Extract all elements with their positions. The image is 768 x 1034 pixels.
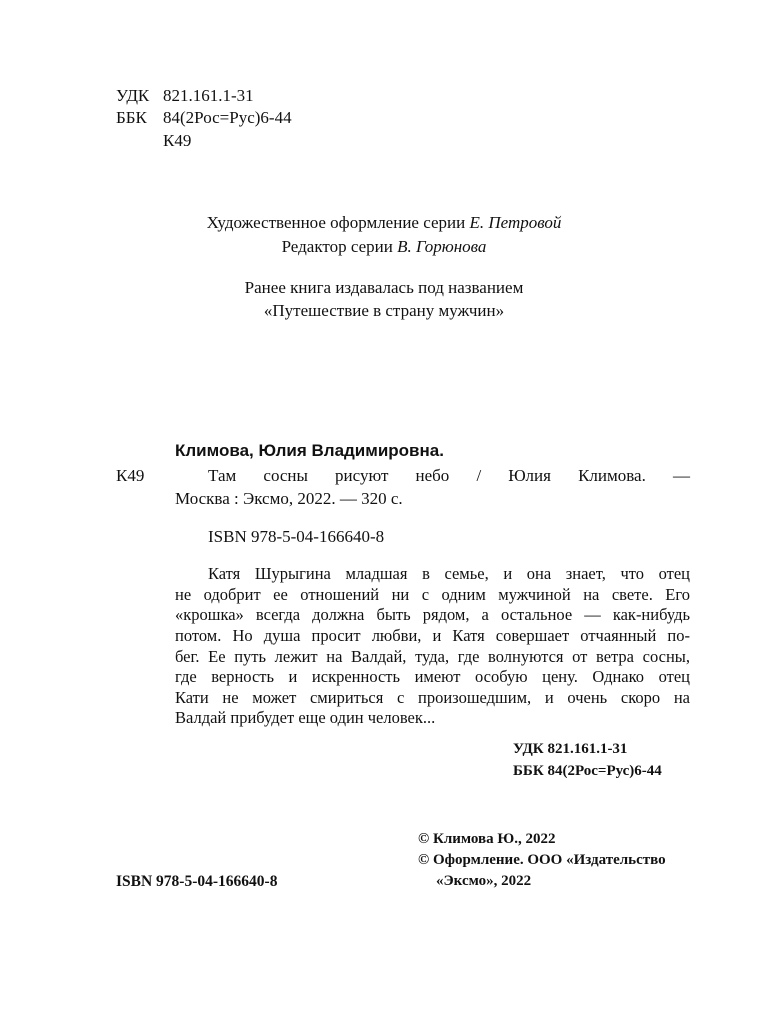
previous-title: «Путешествие в страну мужчин» [263, 301, 505, 320]
isbn-bottom: ISBN 978-5-04-166640-8 [116, 873, 278, 890]
series-editor-role: Редактор серии [281, 237, 393, 256]
annotation-line: Валдай прибудет еще один человек... [175, 708, 436, 727]
series-design-name: Е. Петровой [469, 213, 562, 232]
bbk-value: 84(2Рос=Рус)6-44 [163, 108, 292, 127]
bbk-bottom: ББК 84(2Рос=Рус)6-44 [513, 763, 662, 779]
series-editor-name: В. Горюнова [397, 237, 487, 256]
udk-label: УДК [116, 86, 150, 105]
udk-value: 821.161.1-31 [163, 86, 254, 105]
annotation-line: где верность и искренность имеют особую цену. Однако отец [175, 667, 690, 686]
annotation-line: не одобрит ее отношений ни с одним мужчиной на свете. Его [175, 585, 690, 604]
annotation-line: «крошка» всегда должна быть рядом, а остальное — как-нибудь [175, 605, 690, 624]
annotation-line: бег. Ее путь лежит на Валдай, туда, где волнуются от ветра сосны, [175, 647, 690, 666]
record-imprint-line: Москва : Эксмо, 2022. — 320 с. [175, 489, 403, 508]
author-sign: К49 [163, 131, 192, 150]
series-editor-credit [0, 237, 768, 257]
record-author: Климова, Юлия Владимировна. [175, 441, 444, 460]
series-design-credit [0, 213, 768, 233]
previous-title-intro: Ранее книга издавалась под названием [244, 278, 524, 297]
bbk-label: ББК [116, 108, 147, 127]
udk-bottom: УДК 821.161.1-31 [513, 741, 628, 757]
copyright-author: © Климова Ю., 2022 [418, 831, 556, 847]
annotation-line: потом. Но душа просит любви, и Катя совершает отчаянный по- [175, 626, 690, 645]
series-design-role: Художественное оформление серии [206, 213, 466, 232]
copyright-design-cont: «Эксмо», 2022 [436, 873, 532, 889]
copyright-design: © Оформление. ООО «Издательство [418, 852, 666, 868]
annotation-line: Катя Шурыгина младшая в семье, и она знает, что отец [208, 564, 690, 583]
record-title-line: Там сосны рисуют небо / Юлия Климова. — [208, 466, 690, 485]
annotation-line: Кати не может смириться с произошедшим, и очень скоро на [175, 688, 690, 707]
record-cipher: К49 [116, 466, 145, 485]
record-isbn: ISBN 978-5-04-166640-8 [208, 527, 385, 546]
